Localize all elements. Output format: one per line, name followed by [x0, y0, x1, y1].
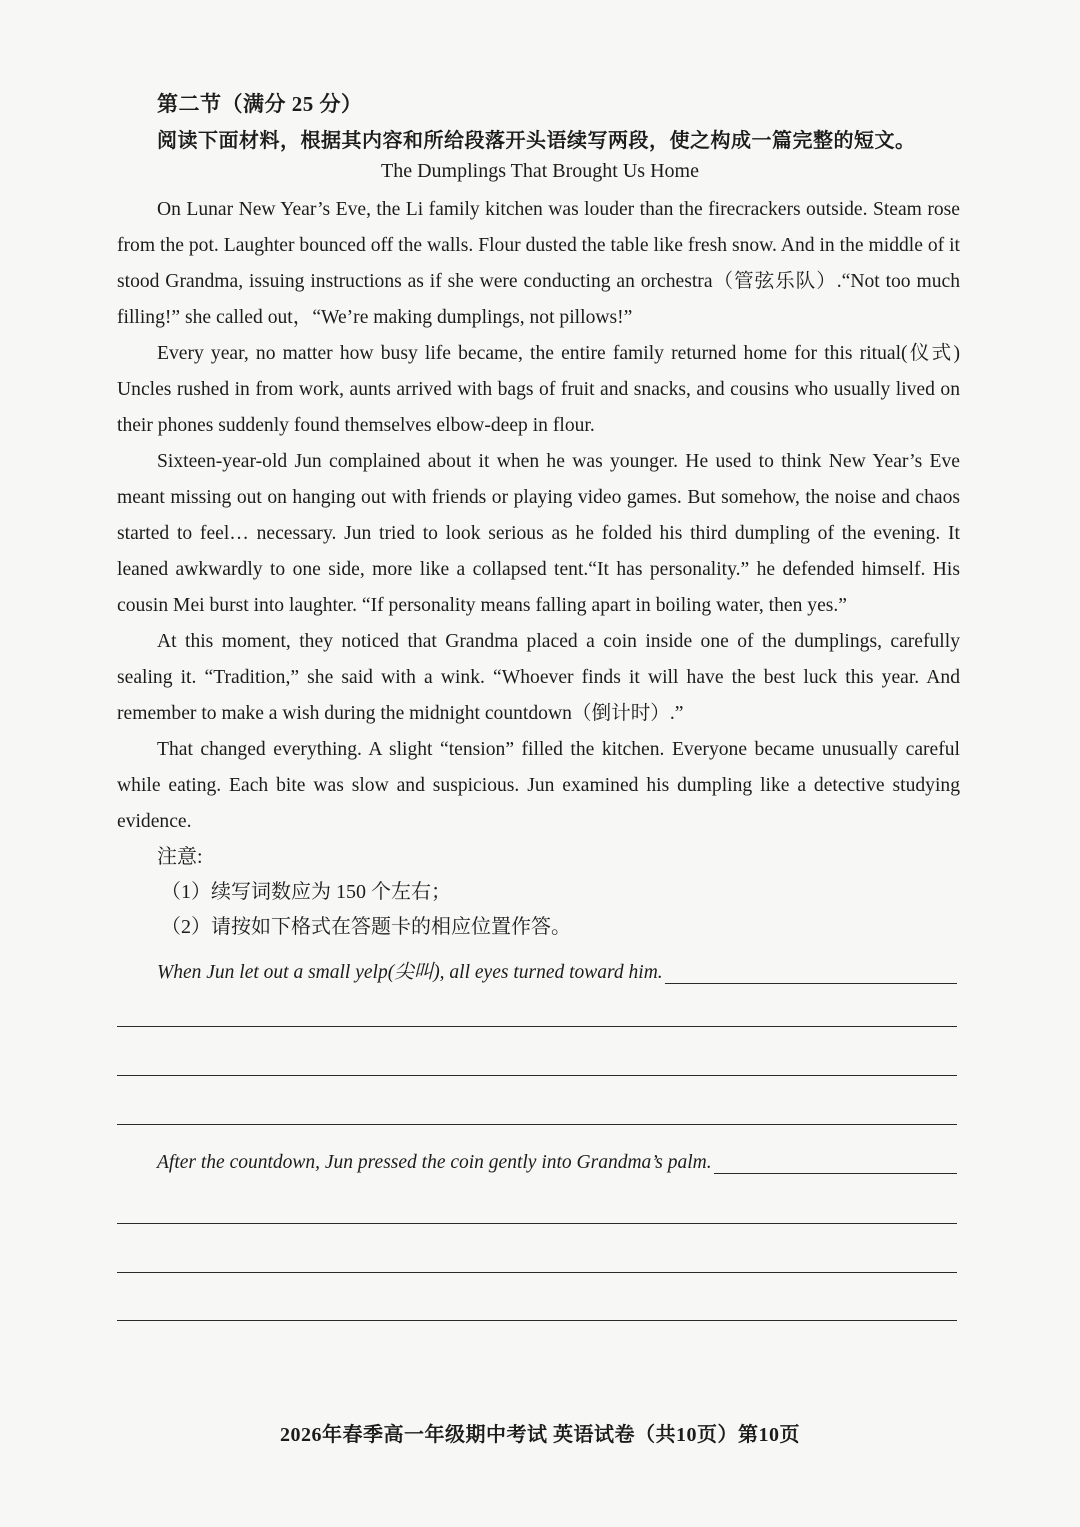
answer-blank[interactable]: [665, 963, 957, 984]
story-paragraph: Every year, no matter how busy life became, the entire family returned home for this ritual(仪式) Uncles rushed in from work, aunts arrived with bags of fruit and snacks, and cousins who usually lived on their phones suddenly found themselves elbow-deep in flour.: [117, 343, 960, 436]
first-prompt: [157, 956, 957, 984]
note-item: （1）续写词数应为 150 个左右；: [161, 881, 451, 903]
story-body: [117, 192, 960, 840]
answer-line[interactable]: [117, 1320, 957, 1321]
answer-line[interactable]: [117, 1124, 957, 1125]
page-footer: 2026年春季高一年级期中考试 英语试卷（共10页）第10页: [280, 1424, 800, 1446]
answer-line[interactable]: [117, 1075, 957, 1076]
story-paragraph: On Lunar New Year’s Eve, the Li family kitchen was louder than the firecrackers outside. Steam rose from the pot. Laughter bounced off the walls. Flour dusted the table like fresh snow. And in the middle of it stood Grandma, issuing instructions as if she were conducting an orchestra（管弦乐队）.“Not too much filling!” she called out，“We’re making dumplings, not pillows!”: [117, 199, 960, 328]
story-paragraph: Sixteen-year-old Jun complained about it when he was younger. He used to think New Year’s Eve meant missing out on hanging out with friends or playing video games. But somehow, the noise and chaos started to feel… necessary. Jun tried to look serious as he folded his third dumpling of the evening. It leaned awkwardly to one side, more like a collapsed tent.“It has personality.” he defended himself. His cousin Mei burst into laughter. “If personality means falling apart in boiling water, then yes.”: [117, 451, 960, 616]
note-item: （2）请按如下格式在答题卡的相应位置作答。: [161, 916, 571, 938]
answer-line[interactable]: [117, 1223, 957, 1224]
story-title: The Dumplings That Brought Us Home: [381, 160, 699, 182]
answer-line[interactable]: [117, 1026, 957, 1027]
notes-heading: 注意:: [157, 846, 203, 868]
section-title: 第二节（满分 25 分）: [157, 92, 363, 116]
story-paragraph: At this moment, they noticed that Grandma placed a coin inside one of the dumplings, carefully sealing it. “Tradition,” she said with a wink. “Whoever finds it will have the best luck this year. And remember to make a wish during the midnight countdown（倒计时）.”: [117, 631, 960, 724]
answer-blank[interactable]: [714, 1153, 957, 1174]
answer-line[interactable]: [117, 1272, 957, 1273]
second-prompt-text: After the countdown, Jun pressed the coin gently into Grandma’s palm.: [157, 1152, 712, 1173]
notes: [157, 840, 571, 945]
first-prompt-text: When Jun let out a small yelp(尖叫), all eyes turned toward him.: [157, 962, 663, 983]
section-instruction: 阅读下面材料，根据其内容和所给段落开头语续写两段，使之构成一篇完整的短文。: [157, 130, 916, 152]
story-paragraph: That changed everything. A slight “tension” filled the kitchen. Everyone became unusually careful while eating. Each bite was slow and suspicious. Jun examined his dumpling like a detective studying evidence.: [117, 739, 960, 832]
second-prompt: [157, 1152, 957, 1174]
